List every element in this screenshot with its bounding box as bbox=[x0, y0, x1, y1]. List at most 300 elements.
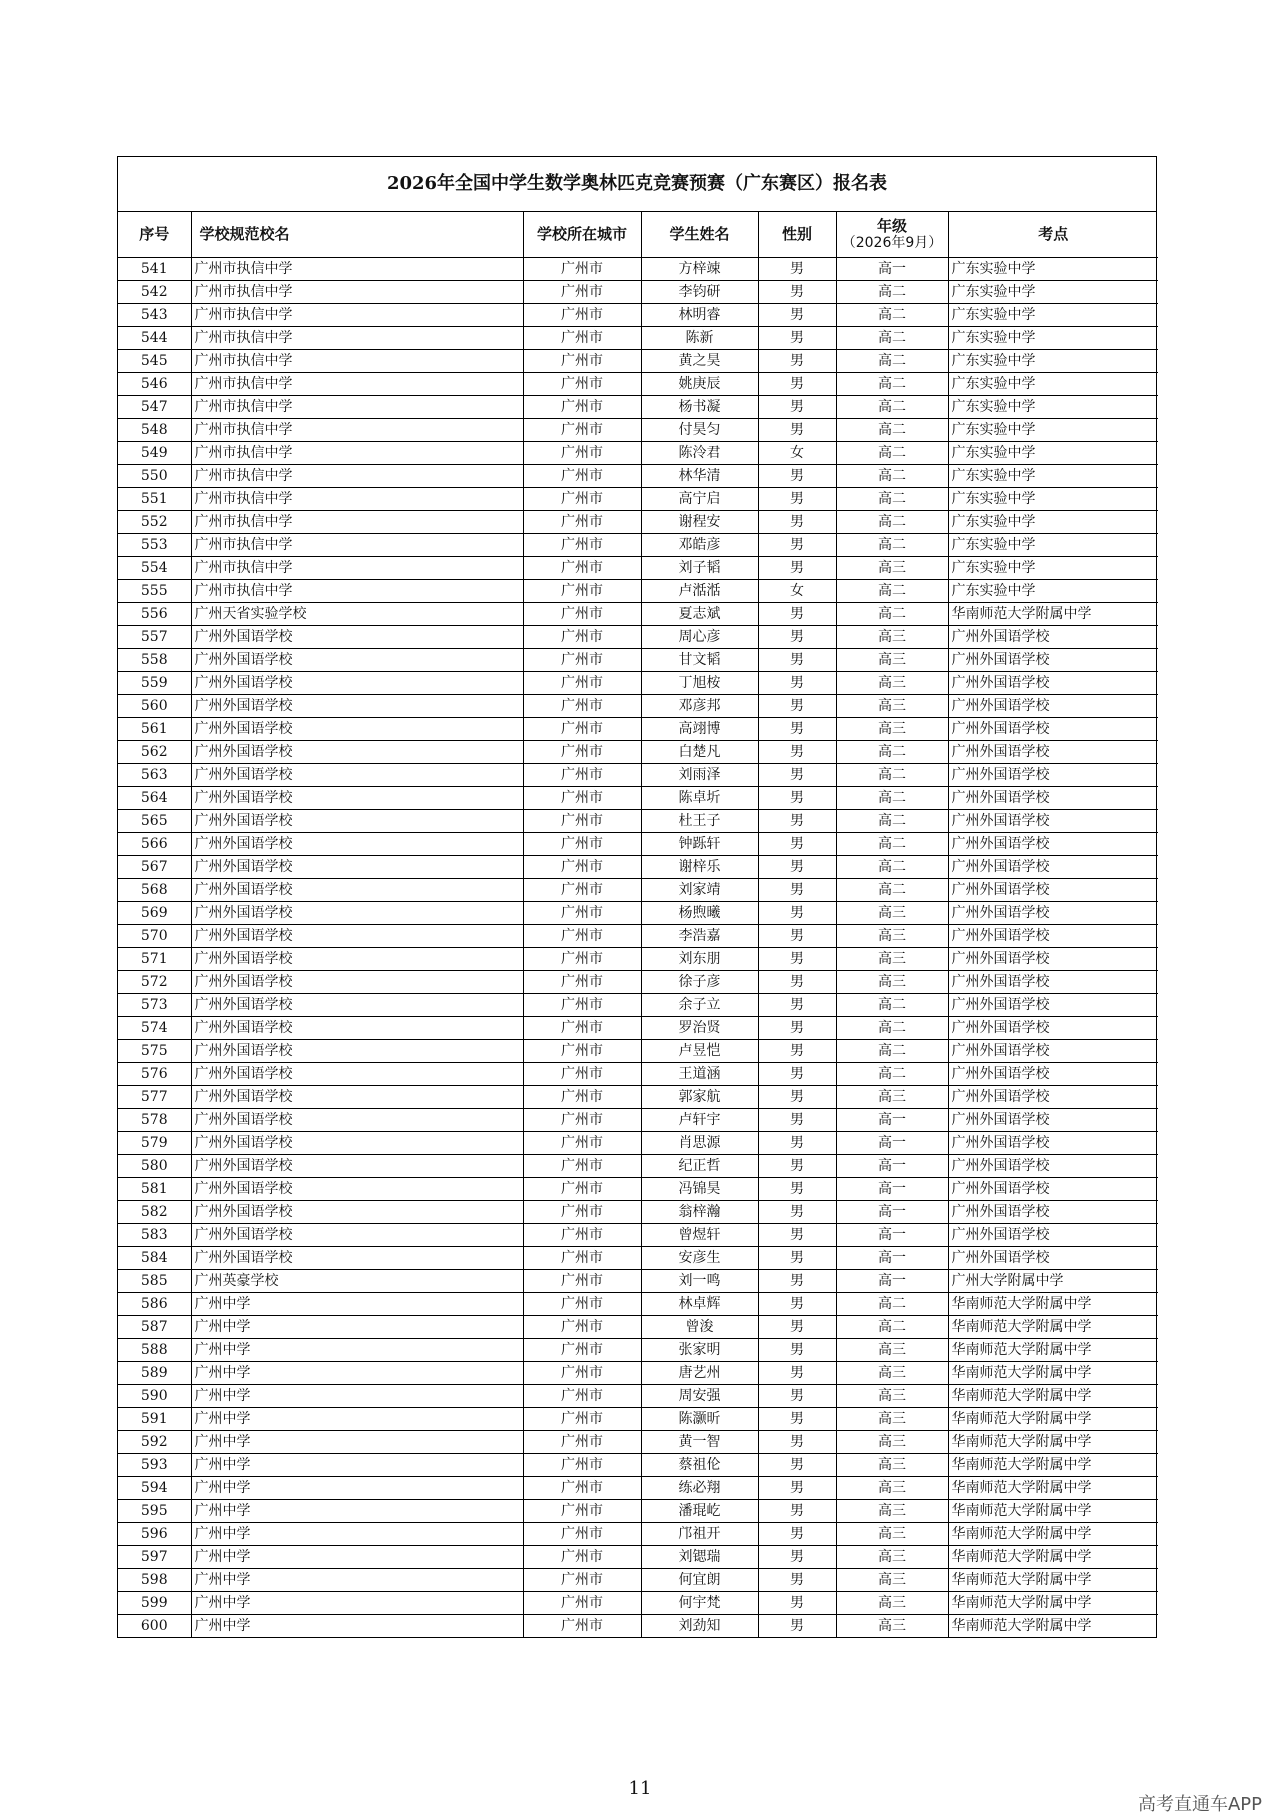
table-row bbox=[118, 1040, 1158, 1063]
cell-index: 565 bbox=[118, 810, 191, 833]
cell-index: 593 bbox=[118, 1454, 191, 1477]
cell-school: 广州市执信中学 bbox=[191, 442, 523, 465]
cell-venue: 广州外国语学校 bbox=[948, 994, 1158, 1017]
cell-grade: 高二 bbox=[836, 304, 948, 327]
cell-index: 563 bbox=[118, 764, 191, 787]
cell-name: 李钧研 bbox=[641, 281, 758, 304]
table-row bbox=[118, 350, 1158, 373]
cell-index: 580 bbox=[118, 1155, 191, 1178]
cell-city: 广州市 bbox=[523, 1454, 641, 1477]
cell-city: 广州市 bbox=[523, 1063, 641, 1086]
table-row bbox=[118, 557, 1158, 580]
cell-index: 564 bbox=[118, 787, 191, 810]
cell-city: 广州市 bbox=[523, 1523, 641, 1546]
cell-gender: 男 bbox=[758, 695, 836, 718]
cell-grade: 高三 bbox=[836, 1431, 948, 1454]
cell-grade: 高三 bbox=[836, 1086, 948, 1109]
cell-name: 肖思源 bbox=[641, 1132, 758, 1155]
table-row bbox=[118, 902, 1158, 925]
cell-school: 广州外国语学校 bbox=[191, 649, 523, 672]
cell-index: 582 bbox=[118, 1201, 191, 1224]
header-index: 序号 bbox=[118, 212, 191, 258]
cell-gender: 男 bbox=[758, 1385, 836, 1408]
cell-gender: 男 bbox=[758, 1569, 836, 1592]
table-row bbox=[118, 1523, 1158, 1546]
cell-school: 广州中学 bbox=[191, 1592, 523, 1615]
table-row bbox=[118, 465, 1158, 488]
cell-grade: 高三 bbox=[836, 718, 948, 741]
cell-city: 广州市 bbox=[523, 649, 641, 672]
cell-gender: 女 bbox=[758, 580, 836, 603]
cell-venue: 广州外国语学校 bbox=[948, 1040, 1158, 1063]
cell-grade: 高三 bbox=[836, 557, 948, 580]
cell-index: 554 bbox=[118, 557, 191, 580]
cell-city: 广州市 bbox=[523, 511, 641, 534]
cell-city: 广州市 bbox=[523, 1201, 641, 1224]
cell-city: 广州市 bbox=[523, 1431, 641, 1454]
cell-venue: 广州外国语学校 bbox=[948, 672, 1158, 695]
cell-school: 广州外国语学校 bbox=[191, 695, 523, 718]
table-body bbox=[118, 258, 1158, 1638]
cell-gender: 男 bbox=[758, 856, 836, 879]
cell-grade: 高三 bbox=[836, 1362, 948, 1385]
cell-name: 黄之昊 bbox=[641, 350, 758, 373]
cell-gender: 男 bbox=[758, 925, 836, 948]
cell-name: 姚庚辰 bbox=[641, 373, 758, 396]
cell-venue: 华南师范大学附属中学 bbox=[948, 1385, 1158, 1408]
cell-gender: 男 bbox=[758, 1523, 836, 1546]
cell-school: 广州外国语学校 bbox=[191, 1040, 523, 1063]
table-row bbox=[118, 787, 1158, 810]
cell-venue: 华南师范大学附属中学 bbox=[948, 1431, 1158, 1454]
table-row bbox=[118, 1109, 1158, 1132]
cell-school: 广州市执信中学 bbox=[191, 580, 523, 603]
table-row bbox=[118, 1155, 1158, 1178]
table-row bbox=[118, 1500, 1158, 1523]
cell-grade: 高一 bbox=[836, 1247, 948, 1270]
cell-school: 广州市执信中学 bbox=[191, 488, 523, 511]
cell-name: 夏志斌 bbox=[641, 603, 758, 626]
cell-city: 广州市 bbox=[523, 488, 641, 511]
cell-city: 广州市 bbox=[523, 925, 641, 948]
cell-city: 广州市 bbox=[523, 626, 641, 649]
cell-venue: 广州外国语学校 bbox=[948, 856, 1158, 879]
cell-name: 钟跞轩 bbox=[641, 833, 758, 856]
cell-city: 广州市 bbox=[523, 442, 641, 465]
cell-city: 广州市 bbox=[523, 810, 641, 833]
cell-grade: 高三 bbox=[836, 1615, 948, 1638]
cell-index: 544 bbox=[118, 327, 191, 350]
table-row bbox=[118, 1178, 1158, 1201]
cell-index: 590 bbox=[118, 1385, 191, 1408]
cell-city: 广州市 bbox=[523, 1592, 641, 1615]
cell-gender: 男 bbox=[758, 373, 836, 396]
table-row bbox=[118, 1431, 1158, 1454]
cell-grade: 高二 bbox=[836, 511, 948, 534]
cell-name: 林卓辉 bbox=[641, 1293, 758, 1316]
cell-gender: 男 bbox=[758, 488, 836, 511]
cell-grade: 高三 bbox=[836, 672, 948, 695]
cell-school: 广州外国语学校 bbox=[191, 1086, 523, 1109]
cell-gender: 男 bbox=[758, 1362, 836, 1385]
cell-gender: 男 bbox=[758, 281, 836, 304]
cell-name: 曾煜轩 bbox=[641, 1224, 758, 1247]
cell-school: 广州外国语学校 bbox=[191, 1201, 523, 1224]
table-row bbox=[118, 488, 1158, 511]
cell-grade: 高二 bbox=[836, 879, 948, 902]
table-row bbox=[118, 810, 1158, 833]
cell-gender: 男 bbox=[758, 511, 836, 534]
cell-grade: 高二 bbox=[836, 1293, 948, 1316]
header-gender: 性别 bbox=[758, 212, 836, 258]
cell-gender: 男 bbox=[758, 1615, 836, 1638]
cell-gender: 男 bbox=[758, 902, 836, 925]
cell-gender: 男 bbox=[758, 1500, 836, 1523]
watermark: 高考直通车APP bbox=[1137, 1794, 1262, 1815]
cell-name: 余子立 bbox=[641, 994, 758, 1017]
cell-gender: 男 bbox=[758, 1408, 836, 1431]
cell-grade: 高二 bbox=[836, 1040, 948, 1063]
cell-venue: 广州外国语学校 bbox=[948, 925, 1158, 948]
cell-school: 广州外国语学校 bbox=[191, 1224, 523, 1247]
cell-venue: 广州外国语学校 bbox=[948, 1086, 1158, 1109]
cell-index: 562 bbox=[118, 741, 191, 764]
cell-school: 广州中学 bbox=[191, 1316, 523, 1339]
cell-name: 甘文韬 bbox=[641, 649, 758, 672]
header-school: 学校规范校名 bbox=[191, 212, 523, 258]
table-row bbox=[118, 672, 1158, 695]
cell-index: 585 bbox=[118, 1270, 191, 1293]
cell-grade: 高三 bbox=[836, 695, 948, 718]
cell-index: 566 bbox=[118, 833, 191, 856]
table-row bbox=[118, 327, 1158, 350]
table-row bbox=[118, 1270, 1158, 1293]
page-title: 2026年全国中学生数学奥林匹克竞赛预赛（广东赛区）报名表 bbox=[118, 157, 1156, 212]
cell-gender: 男 bbox=[758, 1270, 836, 1293]
cell-index: 560 bbox=[118, 695, 191, 718]
cell-city: 广州市 bbox=[523, 534, 641, 557]
cell-city: 广州市 bbox=[523, 1178, 641, 1201]
cell-grade: 高二 bbox=[836, 856, 948, 879]
table-row bbox=[118, 1546, 1158, 1569]
cell-grade: 高二 bbox=[836, 1017, 948, 1040]
cell-name: 邝祖开 bbox=[641, 1523, 758, 1546]
cell-venue: 广州外国语学校 bbox=[948, 626, 1158, 649]
table-row bbox=[118, 1592, 1158, 1615]
cell-venue: 广州外国语学校 bbox=[948, 1155, 1158, 1178]
registration-table bbox=[118, 212, 1158, 1637]
cell-venue: 华南师范大学附属中学 bbox=[948, 1362, 1158, 1385]
cell-name: 罗治贤 bbox=[641, 1017, 758, 1040]
cell-index: 591 bbox=[118, 1408, 191, 1431]
cell-city: 广州市 bbox=[523, 327, 641, 350]
cell-venue: 广州外国语学校 bbox=[948, 902, 1158, 925]
cell-venue: 广州外国语学校 bbox=[948, 810, 1158, 833]
cell-index: 588 bbox=[118, 1339, 191, 1362]
cell-grade: 高一 bbox=[836, 1178, 948, 1201]
cell-gender: 男 bbox=[758, 1546, 836, 1569]
page-number: 11 bbox=[628, 1778, 652, 1799]
cell-index: 545 bbox=[118, 350, 191, 373]
cell-venue: 广东实验中学 bbox=[948, 281, 1158, 304]
cell-city: 广州市 bbox=[523, 718, 641, 741]
cell-name: 郭家航 bbox=[641, 1086, 758, 1109]
cell-gender: 男 bbox=[758, 304, 836, 327]
cell-city: 广州市 bbox=[523, 764, 641, 787]
cell-grade: 高三 bbox=[836, 1454, 948, 1477]
cell-gender: 男 bbox=[758, 396, 836, 419]
table-row bbox=[118, 718, 1158, 741]
cell-school: 广州市执信中学 bbox=[191, 304, 523, 327]
cell-school: 广州市执信中学 bbox=[191, 511, 523, 534]
cell-venue: 广东实验中学 bbox=[948, 396, 1158, 419]
cell-school: 广州市执信中学 bbox=[191, 465, 523, 488]
cell-venue: 华南师范大学附属中学 bbox=[948, 1615, 1158, 1638]
table-row bbox=[118, 1569, 1158, 1592]
cell-grade: 高二 bbox=[836, 787, 948, 810]
cell-index: 597 bbox=[118, 1546, 191, 1569]
cell-venue: 华南师范大学附属中学 bbox=[948, 1454, 1158, 1477]
cell-grade: 高二 bbox=[836, 465, 948, 488]
cell-city: 广州市 bbox=[523, 1569, 641, 1592]
cell-school: 广州外国语学校 bbox=[191, 902, 523, 925]
cell-venue: 广东实验中学 bbox=[948, 373, 1158, 396]
cell-school: 广州外国语学校 bbox=[191, 971, 523, 994]
cell-index: 589 bbox=[118, 1362, 191, 1385]
table-row bbox=[118, 1017, 1158, 1040]
cell-grade: 高三 bbox=[836, 971, 948, 994]
cell-grade: 高三 bbox=[836, 1523, 948, 1546]
cell-school: 广州中学 bbox=[191, 1385, 523, 1408]
cell-index: 557 bbox=[118, 626, 191, 649]
cell-grade: 高一 bbox=[836, 1155, 948, 1178]
cell-name: 杜王子 bbox=[641, 810, 758, 833]
cell-grade: 高三 bbox=[836, 1592, 948, 1615]
cell-index: 552 bbox=[118, 511, 191, 534]
table-row bbox=[118, 1385, 1158, 1408]
cell-index: 571 bbox=[118, 948, 191, 971]
cell-school: 广州外国语学校 bbox=[191, 1132, 523, 1155]
cell-venue: 广东实验中学 bbox=[948, 580, 1158, 603]
cell-venue: 广州外国语学校 bbox=[948, 695, 1158, 718]
table-row bbox=[118, 1477, 1158, 1500]
cell-venue: 广东实验中学 bbox=[948, 419, 1158, 442]
cell-city: 广州市 bbox=[523, 258, 641, 281]
table-row bbox=[118, 994, 1158, 1017]
cell-venue: 广东实验中学 bbox=[948, 534, 1158, 557]
cell-grade: 高一 bbox=[836, 1132, 948, 1155]
cell-city: 广州市 bbox=[523, 603, 641, 626]
cell-venue: 广州外国语学校 bbox=[948, 879, 1158, 902]
cell-city: 广州市 bbox=[523, 1109, 641, 1132]
cell-grade: 高三 bbox=[836, 1500, 948, 1523]
table-row bbox=[118, 534, 1158, 557]
cell-city: 广州市 bbox=[523, 373, 641, 396]
cell-grade: 高二 bbox=[836, 419, 948, 442]
cell-name: 刘子韬 bbox=[641, 557, 758, 580]
table-row bbox=[118, 603, 1158, 626]
cell-grade: 高三 bbox=[836, 1385, 948, 1408]
table-row bbox=[118, 1339, 1158, 1362]
cell-venue: 广州外国语学校 bbox=[948, 971, 1158, 994]
cell-name: 杨煦曦 bbox=[641, 902, 758, 925]
cell-city: 广州市 bbox=[523, 1270, 641, 1293]
cell-school: 广州外国语学校 bbox=[191, 741, 523, 764]
cell-index: 575 bbox=[118, 1040, 191, 1063]
cell-school: 广州市执信中学 bbox=[191, 373, 523, 396]
cell-school: 广州外国语学校 bbox=[191, 764, 523, 787]
table-row bbox=[118, 741, 1158, 764]
cell-gender: 男 bbox=[758, 1040, 836, 1063]
cell-index: 584 bbox=[118, 1247, 191, 1270]
table-row bbox=[118, 1132, 1158, 1155]
cell-city: 广州市 bbox=[523, 1500, 641, 1523]
cell-index: 600 bbox=[118, 1615, 191, 1638]
header-name: 学生姓名 bbox=[641, 212, 758, 258]
cell-venue: 广州外国语学校 bbox=[948, 718, 1158, 741]
cell-venue: 广东实验中学 bbox=[948, 304, 1158, 327]
cell-school: 广州中学 bbox=[191, 1615, 523, 1638]
table-row bbox=[118, 442, 1158, 465]
header-grade bbox=[836, 212, 948, 258]
table-row bbox=[118, 1247, 1158, 1270]
cell-venue: 广东实验中学 bbox=[948, 511, 1158, 534]
cell-city: 广州市 bbox=[523, 1247, 641, 1270]
cell-city: 广州市 bbox=[523, 304, 641, 327]
cell-grade: 高一 bbox=[836, 258, 948, 281]
cell-grade: 高二 bbox=[836, 373, 948, 396]
cell-gender: 男 bbox=[758, 879, 836, 902]
table-row bbox=[118, 856, 1158, 879]
table-row bbox=[118, 1362, 1158, 1385]
table-row bbox=[118, 580, 1158, 603]
cell-school: 广州中学 bbox=[191, 1293, 523, 1316]
cell-grade: 高二 bbox=[836, 534, 948, 557]
cell-gender: 男 bbox=[758, 741, 836, 764]
cell-venue: 华南师范大学附属中学 bbox=[948, 1523, 1158, 1546]
cell-venue: 广州大学附属中学 bbox=[948, 1270, 1158, 1293]
cell-grade: 高二 bbox=[836, 281, 948, 304]
cell-gender: 男 bbox=[758, 1431, 836, 1454]
cell-school: 广州市执信中学 bbox=[191, 327, 523, 350]
cell-grade: 高二 bbox=[836, 764, 948, 787]
cell-index: 546 bbox=[118, 373, 191, 396]
cell-city: 广州市 bbox=[523, 1339, 641, 1362]
cell-venue: 广州外国语学校 bbox=[948, 787, 1158, 810]
cell-grade: 高三 bbox=[836, 902, 948, 925]
table-row bbox=[118, 971, 1158, 994]
cell-gender: 男 bbox=[758, 1454, 836, 1477]
table-row bbox=[118, 649, 1158, 672]
table-row bbox=[118, 695, 1158, 718]
cell-grade: 高二 bbox=[836, 833, 948, 856]
cell-venue: 广州外国语学校 bbox=[948, 948, 1158, 971]
cell-city: 广州市 bbox=[523, 1362, 641, 1385]
cell-school: 广州天省实验学校 bbox=[191, 603, 523, 626]
cell-school: 广州中学 bbox=[191, 1339, 523, 1362]
cell-venue: 华南师范大学附属中学 bbox=[948, 1408, 1158, 1431]
cell-school: 广州中学 bbox=[191, 1569, 523, 1592]
cell-school: 广州中学 bbox=[191, 1546, 523, 1569]
cell-name: 杨书凝 bbox=[641, 396, 758, 419]
registration-sheet bbox=[117, 156, 1157, 1638]
cell-school: 广州外国语学校 bbox=[191, 1155, 523, 1178]
cell-venue: 华南师范大学附属中学 bbox=[948, 1546, 1158, 1569]
cell-gender: 男 bbox=[758, 1201, 836, 1224]
cell-school: 广州外国语学校 bbox=[191, 1063, 523, 1086]
cell-index: 547 bbox=[118, 396, 191, 419]
cell-school: 广州中学 bbox=[191, 1454, 523, 1477]
cell-grade: 高二 bbox=[836, 603, 948, 626]
cell-city: 广州市 bbox=[523, 856, 641, 879]
cell-school: 广州外国语学校 bbox=[191, 1247, 523, 1270]
cell-city: 广州市 bbox=[523, 787, 641, 810]
cell-grade: 高二 bbox=[836, 442, 948, 465]
cell-school: 广州外国语学校 bbox=[191, 1017, 523, 1040]
cell-grade: 高一 bbox=[836, 1201, 948, 1224]
cell-name: 丁旭桉 bbox=[641, 672, 758, 695]
cell-venue: 广州外国语学校 bbox=[948, 1201, 1158, 1224]
cell-gender: 男 bbox=[758, 534, 836, 557]
table-row bbox=[118, 511, 1158, 534]
cell-grade: 高三 bbox=[836, 925, 948, 948]
cell-city: 广州市 bbox=[523, 350, 641, 373]
table-row bbox=[118, 1201, 1158, 1224]
cell-venue: 广州外国语学校 bbox=[948, 1224, 1158, 1247]
cell-grade: 高二 bbox=[836, 488, 948, 511]
cell-index: 555 bbox=[118, 580, 191, 603]
cell-gender: 男 bbox=[758, 419, 836, 442]
cell-grade: 高二 bbox=[836, 350, 948, 373]
table-row bbox=[118, 626, 1158, 649]
cell-index: 592 bbox=[118, 1431, 191, 1454]
cell-venue: 广州外国语学校 bbox=[948, 833, 1158, 856]
cell-school: 广州中学 bbox=[191, 1477, 523, 1500]
cell-city: 广州市 bbox=[523, 902, 641, 925]
cell-city: 广州市 bbox=[523, 1477, 641, 1500]
cell-name: 白楚凡 bbox=[641, 741, 758, 764]
cell-index: 578 bbox=[118, 1109, 191, 1132]
cell-school: 广州外国语学校 bbox=[191, 925, 523, 948]
cell-index: 550 bbox=[118, 465, 191, 488]
cell-index: 586 bbox=[118, 1293, 191, 1316]
cell-gender: 男 bbox=[758, 833, 836, 856]
cell-city: 广州市 bbox=[523, 557, 641, 580]
cell-name: 曾浚 bbox=[641, 1316, 758, 1339]
table-row bbox=[118, 258, 1158, 281]
cell-grade: 高二 bbox=[836, 327, 948, 350]
cell-name: 刘一鸣 bbox=[641, 1270, 758, 1293]
cell-index: 572 bbox=[118, 971, 191, 994]
cell-school: 广州外国语学校 bbox=[191, 1109, 523, 1132]
cell-name: 纪正哲 bbox=[641, 1155, 758, 1178]
cell-grade: 高二 bbox=[836, 994, 948, 1017]
cell-name: 刘家靖 bbox=[641, 879, 758, 902]
cell-gender: 男 bbox=[758, 1017, 836, 1040]
cell-school: 广州中学 bbox=[191, 1362, 523, 1385]
table-row bbox=[118, 373, 1158, 396]
cell-name: 蔡祖伦 bbox=[641, 1454, 758, 1477]
table-row bbox=[118, 1293, 1158, 1316]
cell-gender: 男 bbox=[758, 350, 836, 373]
cell-index: 549 bbox=[118, 442, 191, 465]
cell-gender: 男 bbox=[758, 327, 836, 350]
cell-name: 潘琨屹 bbox=[641, 1500, 758, 1523]
cell-grade: 高三 bbox=[836, 626, 948, 649]
cell-venue: 华南师范大学附属中学 bbox=[948, 1339, 1158, 1362]
cell-gender: 男 bbox=[758, 1316, 836, 1339]
cell-name: 邓彦邦 bbox=[641, 695, 758, 718]
